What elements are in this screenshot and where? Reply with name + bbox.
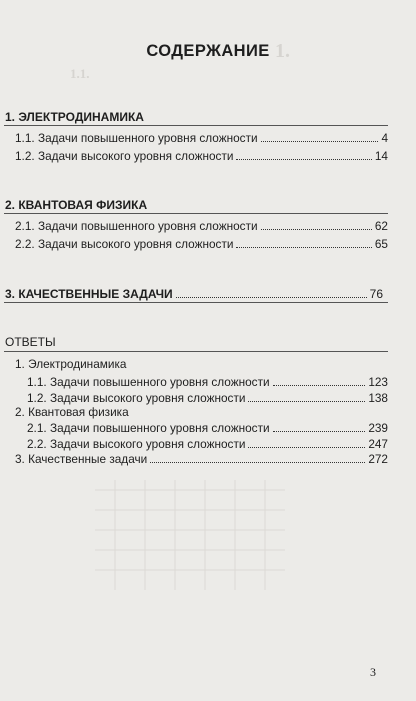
answers-entry-label: 1.1. Задачи повышенного уровня сложности: [27, 375, 270, 389]
bleed-through-text: 1.: [275, 40, 290, 62]
toc-entry[interactable]: [15, 131, 388, 145]
section-heading-electrodynamics: 1. ЭЛЕКТРОДИНАМИКА: [5, 110, 144, 124]
answers-entry[interactable]: [27, 391, 388, 405]
answers-entry-page: 272: [368, 452, 388, 466]
page-title: СОДЕРЖАНИЕ: [146, 42, 270, 60]
answers-group-label: 3. Качественные задачи: [15, 452, 148, 466]
answers-group-label: 1. Электродинамика: [15, 357, 127, 371]
toc-entry-label: 2.2. Задачи высокого уровня сложности: [15, 237, 234, 251]
toc-entry-label: 1.1. Задачи повышенного уровня сложности: [15, 131, 258, 145]
section-divider: [4, 302, 388, 303]
answers-entry[interactable]: [27, 437, 388, 451]
toc-entry[interactable]: [15, 219, 388, 233]
bleed-through-grid: [95, 480, 285, 590]
answers-entry-label: 1.2. Задачи высокого уровня сложности: [27, 391, 246, 405]
answers-entry-label: 2.1. Задачи повышенного уровня сложности: [27, 421, 270, 435]
section-heading-qualitative: 3. КАЧЕСТВЕННЫЕ ЗАДАЧИ: [5, 287, 173, 301]
dot-leader: [150, 462, 365, 463]
answers-entry[interactable]: [27, 421, 388, 435]
dot-leader: [273, 431, 366, 432]
toc-entry-page: 14: [374, 149, 388, 163]
toc-entry-qualitative[interactable]: [5, 287, 383, 301]
dot-leader: [176, 297, 367, 298]
answers-entry-label: 2.2. Задачи высокого уровня сложности: [27, 437, 246, 451]
bleed-through-text: 1.1.: [70, 66, 90, 81]
section-divider: [4, 125, 388, 126]
toc-entry[interactable]: [15, 237, 388, 251]
toc-entry-page: 4: [381, 131, 388, 145]
dot-leader: [261, 141, 379, 142]
dot-leader: [248, 401, 365, 402]
dot-leader: [236, 247, 371, 248]
toc-entry-page: 65: [374, 237, 388, 251]
dot-leader: [261, 229, 372, 230]
toc-entry-page: 62: [374, 219, 388, 233]
answers-entry[interactable]: [27, 375, 388, 389]
answers-group-label: 2. Квантовая физика: [15, 405, 129, 419]
dot-leader: [236, 159, 371, 160]
section-divider: [4, 213, 388, 214]
section-divider: [4, 351, 388, 352]
answers-heading: ОТВЕТЫ: [5, 335, 56, 349]
answers-entry-page: 123: [368, 375, 388, 389]
page-number: 3: [370, 665, 376, 679]
answers-entry-page: 247: [368, 437, 388, 451]
toc-entry-label: 2.1. Задачи повышенного уровня сложности: [15, 219, 258, 233]
answers-entry-page: 138: [368, 391, 388, 405]
toc-entry[interactable]: [15, 149, 388, 163]
dot-leader: [273, 385, 366, 386]
dot-leader: [248, 447, 365, 448]
answers-entry-page: 239: [368, 421, 388, 435]
toc-entry-page: 76: [369, 287, 383, 301]
toc-entry-label: 1.2. Задачи высокого уровня сложности: [15, 149, 234, 163]
section-heading-quantum-physics: 2. КВАНТОВАЯ ФИЗИКА: [5, 198, 148, 212]
answers-entry-qualitative[interactable]: [15, 452, 388, 466]
